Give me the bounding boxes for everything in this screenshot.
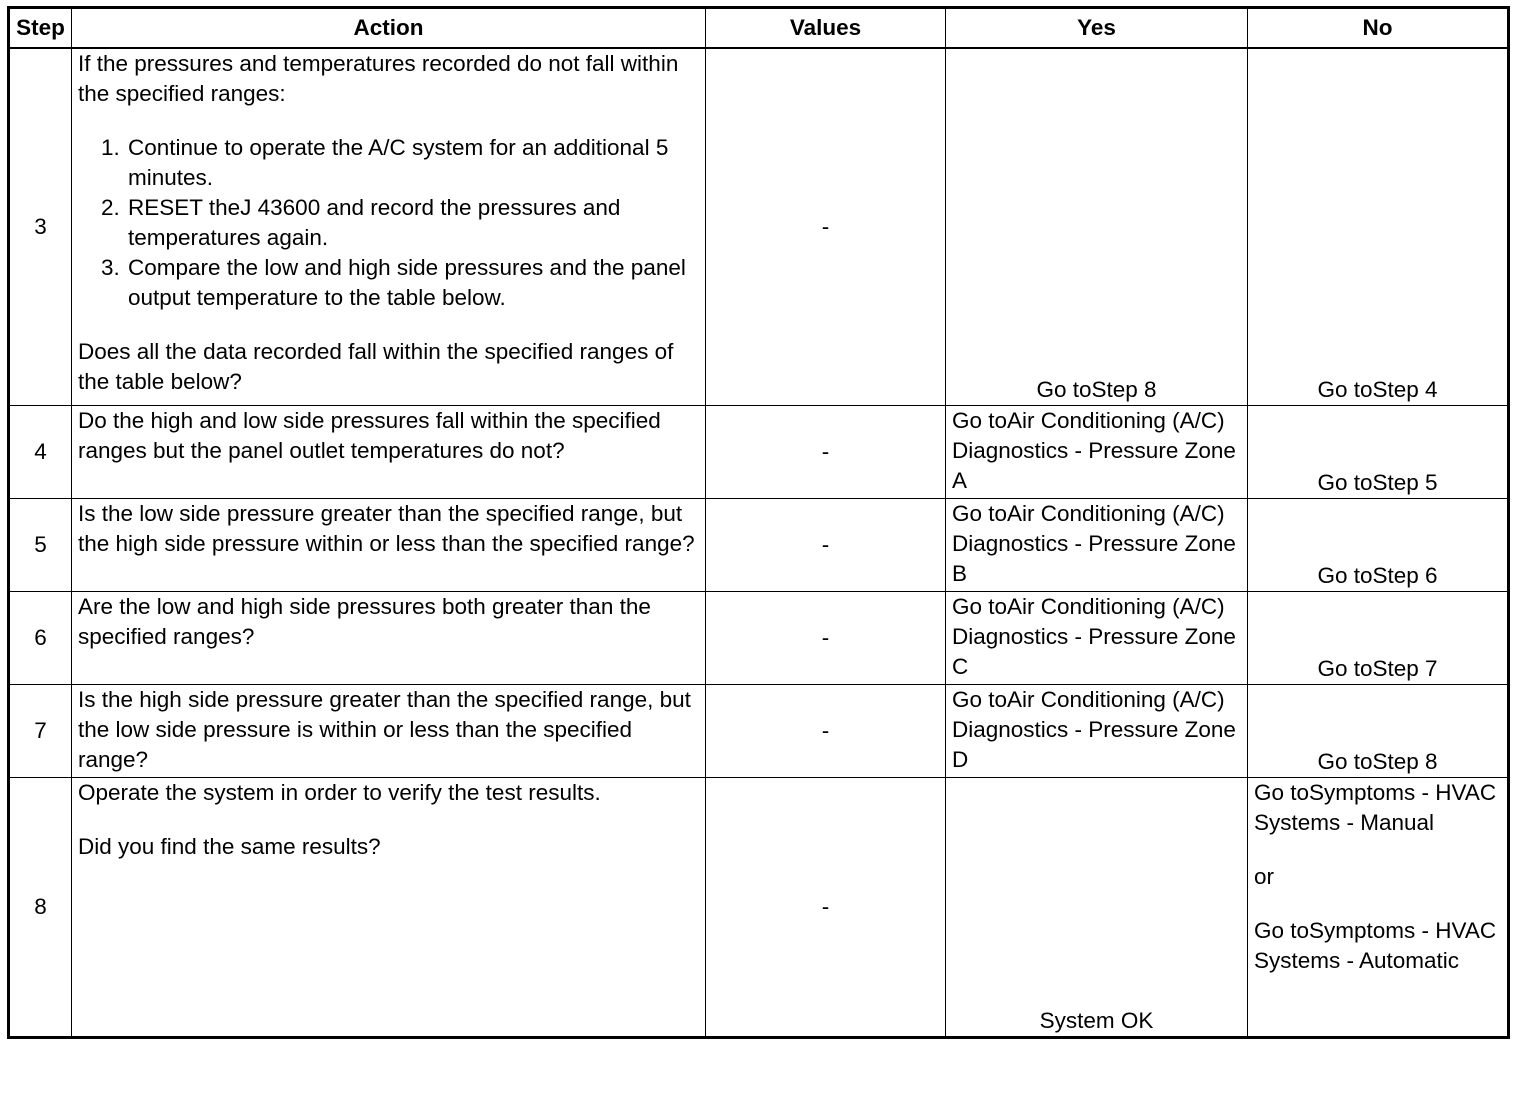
action-question: Did you find the same results? — [78, 834, 381, 859]
step-number: 7 — [9, 685, 72, 778]
table-row — [9, 48, 1509, 406]
action-text: Is the low side pressure greater than the specified range, but the high side pressure within or less than the specified range? — [72, 499, 706, 592]
action-text: Do the high and low side pressures fall within the specified ranges but the panel outlet temperatures do not? — [72, 406, 706, 499]
header-step: Step — [9, 8, 72, 49]
action-cell — [72, 48, 706, 406]
diagnostic-table — [7, 6, 1510, 1039]
values-cell: - — [706, 406, 946, 499]
yes-link[interactable]: Go toAir Conditioning (A/C) Diagnostics - Pressure Zone C — [946, 592, 1248, 685]
table-row — [9, 406, 1509, 499]
no-link[interactable]: Go toStep 6 — [1248, 499, 1509, 592]
values-cell: - — [706, 778, 946, 1038]
table-row — [9, 685, 1509, 778]
values-cell: - — [706, 592, 946, 685]
action-substep: 2. RESET theJ 43600 and record the pressures and temperatures again. — [126, 193, 699, 253]
action-text: Are the low and high side pressures both greater than the specified ranges? — [72, 592, 706, 685]
yes-link[interactable]: System OK — [946, 778, 1248, 1038]
step-number: 3 — [9, 48, 72, 406]
table-row — [9, 499, 1509, 592]
no-link[interactable]: Go toStep 5 — [1248, 406, 1509, 499]
no-link-automatic[interactable]: Go toSymptoms - HVAC Systems - Automatic — [1254, 918, 1497, 973]
no-link[interactable]: Go toStep 7 — [1248, 592, 1509, 685]
action-cell — [72, 778, 706, 1038]
action-substeps — [78, 133, 699, 313]
diagnostic-page — [7, 6, 1507, 1099]
no-link[interactable]: Go toStep 4 — [1248, 48, 1509, 406]
action-intro: Operate the system in order to verify the test results. — [78, 780, 601, 805]
yes-link[interactable]: Go toAir Conditioning (A/C) Diagnostics - Pressure Zone B — [946, 499, 1248, 592]
action-question: Does all the data recorded fall within the specified ranges of the table below? — [78, 339, 674, 394]
action-intro: If the pressures and temperatures recorded do not fall within the specified ranges: — [78, 51, 679, 106]
no-cell — [1248, 778, 1509, 1038]
no-link[interactable]: Go toStep 8 — [1248, 685, 1509, 778]
values-cell: - — [706, 685, 946, 778]
action-text: Is the high side pressure greater than the specified range, but the low side pressure is within or less than the specified range? — [72, 685, 706, 778]
action-substep: 1. Continue to operate the A/C system for an additional 5 minutes. — [126, 133, 699, 193]
values-cell: - — [706, 499, 946, 592]
table-row — [9, 778, 1509, 1038]
step-number: 5 — [9, 499, 72, 592]
yes-link[interactable]: Go toAir Conditioning (A/C) Diagnostics - Pressure Zone D — [946, 685, 1248, 778]
action-substep: 3. Compare the low and high side pressures and the panel output temperature to the table below. — [126, 253, 699, 313]
table-row — [9, 592, 1509, 685]
header-yes: Yes — [946, 8, 1248, 49]
table-header-row — [9, 8, 1509, 49]
no-or-text: or — [1254, 864, 1275, 889]
header-no: No — [1248, 8, 1509, 49]
header-values: Values — [706, 8, 946, 49]
no-link-manual[interactable]: Go toSymptoms - HVAC Systems - Manual — [1254, 780, 1497, 835]
step-number: 4 — [9, 406, 72, 499]
step-number: 8 — [9, 778, 72, 1038]
header-action: Action — [72, 8, 706, 49]
yes-link[interactable]: Go toStep 8 — [946, 48, 1248, 406]
step-number: 6 — [9, 592, 72, 685]
yes-link[interactable]: Go toAir Conditioning (A/C) Diagnostics - Pressure Zone A — [946, 406, 1248, 499]
values-cell: - — [706, 48, 946, 406]
